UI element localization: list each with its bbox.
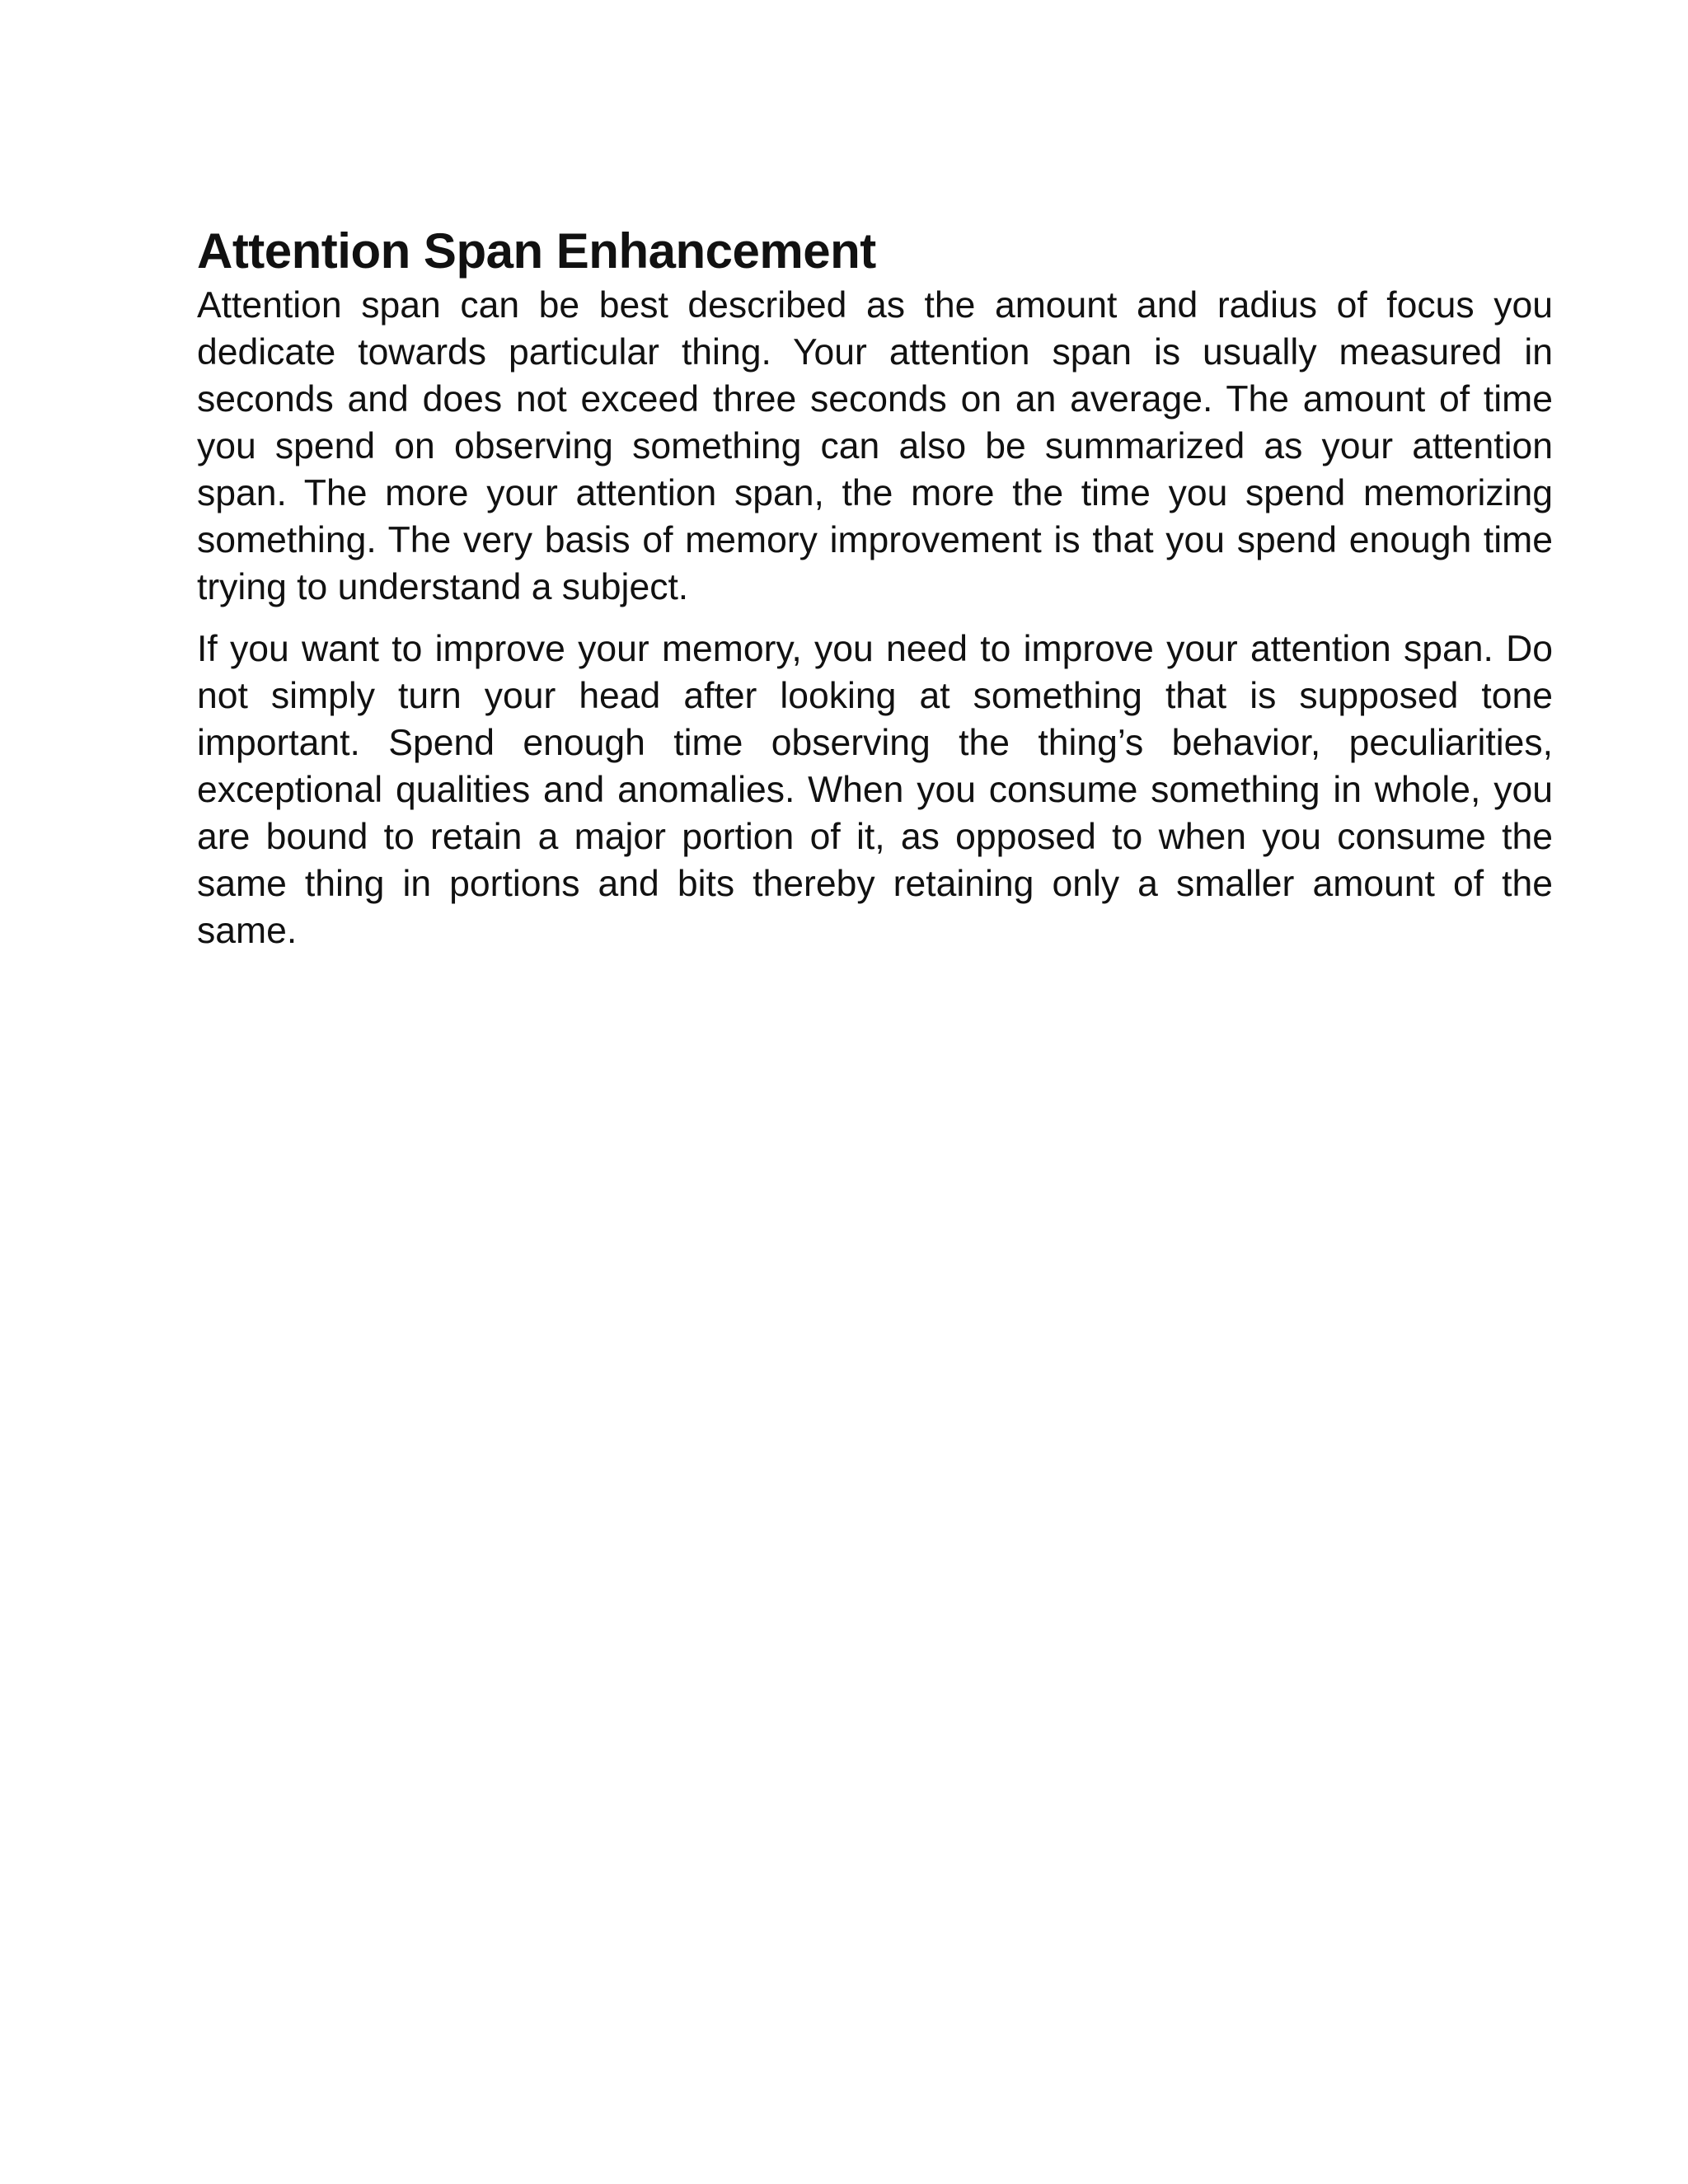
section-heading: Attention Span Enhancement xyxy=(197,223,876,279)
document-body xyxy=(197,221,1553,954)
paragraph-attention-span-definition: Attention span can be best described as the amount and radius of focus you dedicate towards particular thing. Your attention span is usually measured in seconds and does not exceed three seconds on an average. The amount of time you spend on observing something can also be summarized as your attention span. The more your attention span, the more the time you spend memorizing something. The very basis of memory improvement is that you spend enough time trying to understand a subject. xyxy=(197,285,1553,607)
paragraph-improve-attention-span: If you want to improve your memory, you need to improve your attention span. Do not simply turn your head after looking at something that is supposed tone important. Spend enough time observing the thing’s behavior, peculiarities, exceptional qualities and anomalies. When you consume something in whole, you are bound to retain a major portion of it, as opposed to when you consume the same thing in portions and bits thereby retaining only a smaller amount of the same. xyxy=(197,629,1553,951)
